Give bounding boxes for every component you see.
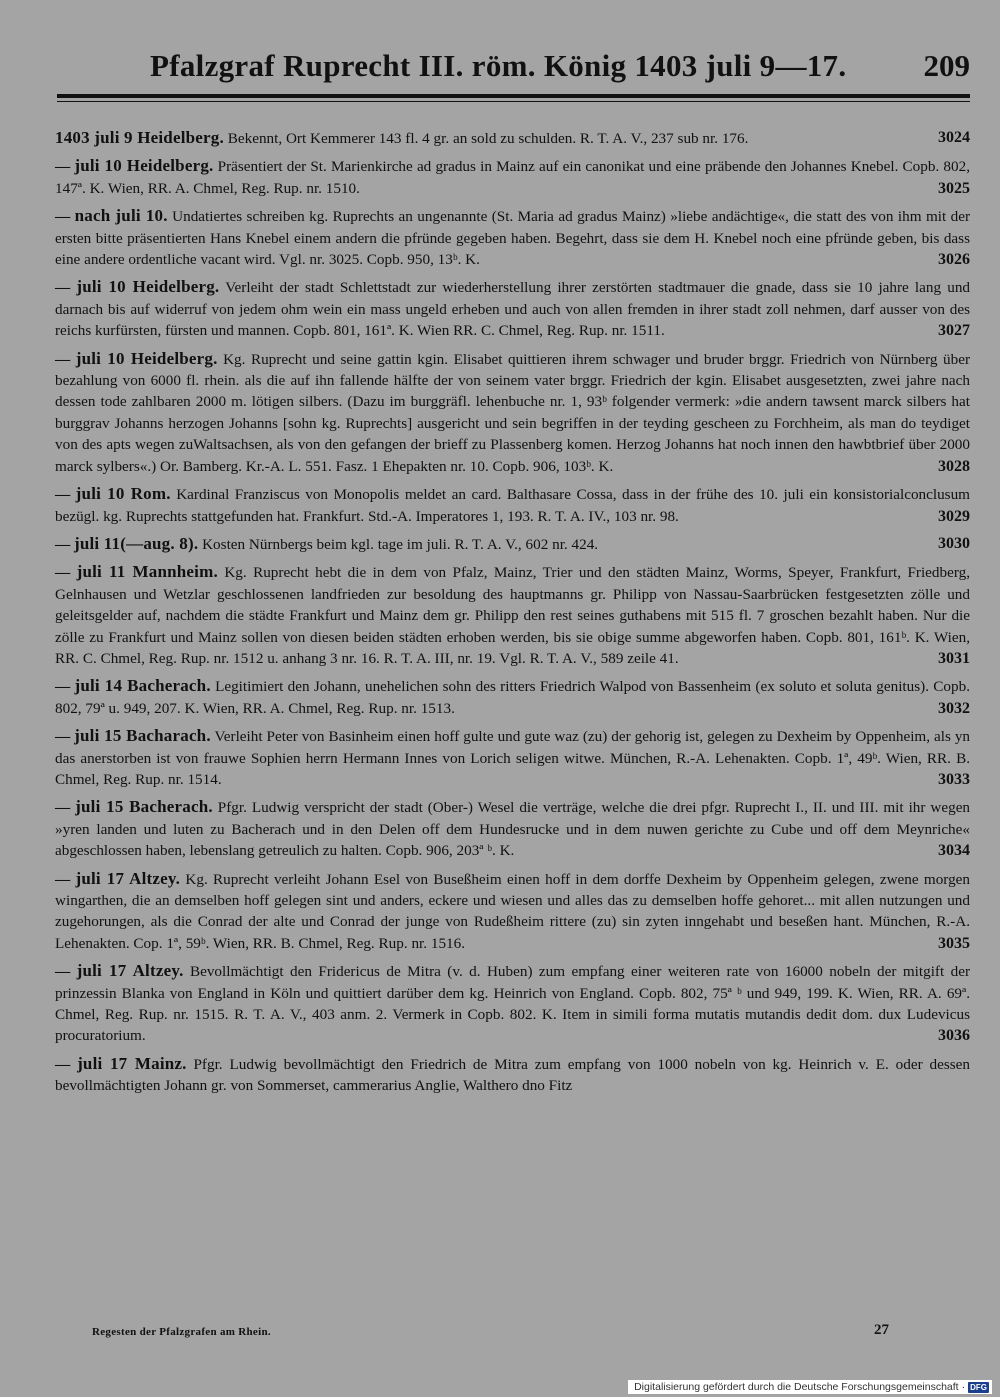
entry-date-place: juli 15 Bacherach.: [75, 797, 213, 817]
entry-date-place: juli 11(—aug. 8).: [73, 533, 199, 553]
entry-number: 3024: [938, 129, 970, 146]
credit-text: Digitalisierung gefördert durch die Deutsche Forschungsgemeinschaft: [634, 1381, 959, 1393]
regest-entry: [55, 533, 970, 555]
regest-entry: [55, 483, 970, 527]
entry-text: Verleiht der stadt Schlettstadt zur wiederherstellung ihrer zerstörten stadtmauer die gnade, dass sie 10 jahre lang und darnach bis auf widerruf von jedem ohm wein ein mass ungeld erheben und auch von allen fremden in ihrer stadt zoll nehmen, darf ausser von des reichs kurfürsten, fürsten und mannen. Copb. 801, 161ª. K. Wien RR. C. Chmel, Reg. Rup. nr. 1511.: [55, 279, 971, 340]
entry-dash: —: [55, 870, 76, 888]
entry-date-place: juli 15 Bacharach.: [74, 726, 211, 746]
entry-date-place: juli 10 Heidelberg.: [76, 277, 220, 297]
entry-date-place: juli 17 Mainz.: [77, 1053, 187, 1073]
entry-text: Bekennt, Ort Kemmerer 143 fl. 4 gr. an sold zu schulden. R. T. A. V., 237 sub nr. 176.: [227, 130, 749, 147]
regest-entry: [55, 127, 970, 149]
regesta-list: [55, 127, 970, 1097]
entry-dash: —: [55, 486, 76, 504]
entry-number: 3035: [938, 934, 970, 952]
entry-text: Kg. Ruprecht hebt die in dem von Pfalz, Mainz, Trier und den städten Mainz, Worms, Speyer, Frankfurt, Friedberg, Gelnhausen und Wetzlar geschlossenen landfrieden zur besoldung des hauptmanns gr. Philipp von Nassau-Saarbrücken festgesetzten zölle und geleitsgelder auf, nachdem die städte Frankfurt und Mainz dem gr. Philipp den rest seines guthabens mit 515 fl. 7 groschen bezahlt haben. Nur die zölle zu Frankfurt und Mainz sollen von diesen beiden städten erhoben werden, bis sie obige summe abgeworfen haben. Copb. 801, 161ᵇ. K. Wien, RR. C. Chmel, Reg. Rup. nr. 1512 u. anhang 3 nr. 16. R. T. A. III, nr. 19. Vgl. R. T. A. V., 589 zeile 41.: [55, 564, 971, 667]
entry-date-place: juli 10 Rom.: [75, 484, 171, 504]
header-rule-thin: [57, 101, 970, 102]
entry-number: 3033: [938, 770, 970, 788]
entry-date-place: 1403 juli 9 Heidelberg.: [55, 128, 224, 147]
entry-text: Legitimiert den Johann, unehelichen sohn des ritters Friedrich Walpod von Bassenheim (ex soluto et soluta genitus). Copb. 802, 79ª u. 949, 207. K. Wien, RR. A. Chmel, Reg. Rup. nr. 1513.: [55, 678, 970, 717]
entry-number: 3025: [938, 179, 970, 197]
entry-text: Kardinal Franziscus von Monopolis meldet an card. Balthasare Cossa, dass in der frühe des 10. juli ein konsistorialconclusum bezügl. kg. Ruprechts stattgefunden hat. Frankfurt. Std.-A. Imperatores 1, 193. R. T. A. IV., 103 nr. 98.: [55, 486, 970, 525]
entry-number: 3028: [938, 457, 970, 475]
entry-date-place: juli 17 Altzey.: [75, 868, 181, 888]
regest-entry: [55, 796, 970, 861]
page-header: [55, 48, 970, 88]
entry-number: 3029: [938, 507, 970, 525]
entry-date-place: juli 10 Heidelberg.: [75, 348, 218, 368]
entry-date-place: juli 11 Mannheim.: [76, 562, 218, 582]
entry-text: Kosten Nürnbergs beim kgl. tage im juli. R. T. A. V., 602 nr. 424.: [202, 535, 599, 553]
entry-number: 3027: [938, 322, 970, 340]
entry-dash: —: [55, 208, 75, 226]
entry-dash: —: [55, 158, 75, 176]
regest-entry: [55, 205, 970, 270]
entry-dash: —: [55, 1055, 78, 1073]
entry-date-place: juli 10 Heidelberg.: [74, 156, 214, 176]
credit-separator: ·: [961, 1381, 966, 1393]
entry-dash: —: [55, 279, 77, 297]
entry-number: 3026: [938, 251, 970, 269]
entry-dash: —: [55, 678, 75, 696]
entry-text: Pfgr. Ludwig bevollmächtigt den Friedrich de Mitra zum empfang von 1000 nobeln von kg. Heinrich v. E. oder dessen bevollmächtigten Johann gr. von Sommerset, cammerarius Anglie, Walthero dno Fitz: [55, 1055, 970, 1095]
running-title: Pfalzgraf Ruprecht III. röm. König 1403 juli 9—17.: [150, 48, 847, 83]
entry-number: 3030: [938, 534, 970, 552]
entry-text: Kg. Ruprecht verleiht Johann Esel von Buseßheim einen hoff in dem dorffe Dexheim by Oppenheim gelegen, zwene morgen wingarthen, die an demselben hoff gelegen sint und anders, eckere und wiesen und alles das zu demselben hoffe gehoret... mit allen nutzungen und zugehorungen, als die Conrad der alte und Conrad der junge von Rudeßheim rittere (zu) sin zyten inngehabt und beseßen hant. München, R.-A. Lehenakten. Cop. 1ª, 59ᵇ. Wien, RR. B. Chmel, Reg. Rup. nr. 1516.: [55, 870, 971, 952]
entry-text: Verleiht Peter von Basinheim einen hoff gulte und gute waz (zu) der gehorig ist, gelegen zu Dexheim by Oppenheim, als yn das anerstorben ist von frauwe Sophien herrn Hermann Innes von Lorich seligen witwe. München, R.-A. Lehenakten. Copb. 1ª, 49ᵇ. Wien, RR. B. Chmel, Reg. Rup. nr. 1514.: [55, 728, 971, 788]
regest-entry: [55, 155, 970, 199]
entry-text: Präsentiert der St. Marienkirche ad gradus in Mainz auf ein canonikat und eine präbende den Johannes Knebel. Copb. 802, 147ª. K. Wien, RR. A. Chmel, Reg. Rup. nr. 1510.: [55, 158, 971, 197]
dfg-credit: [628, 1380, 992, 1394]
entry-number: 3031: [938, 649, 970, 667]
regest-entry: [55, 675, 970, 719]
entry-dash: —: [55, 963, 77, 981]
regest-entry: [55, 276, 970, 341]
footer-series-title: Regesten der Pfalzgrafen am Rhein.: [92, 1326, 271, 1338]
entry-number: 3032: [938, 699, 970, 717]
regest-entry: [55, 725, 970, 790]
page-number: 209: [923, 48, 970, 83]
entry-date-place: juli 14 Bacherach.: [74, 676, 211, 696]
entry-number: 3034: [938, 842, 970, 860]
entry-dash: —: [55, 799, 76, 817]
header-rule-thick: [57, 94, 970, 98]
footer-signature: 27: [874, 1322, 889, 1338]
regest-entry: [55, 348, 970, 477]
entry-text: Pfgr. Ludwig verspricht der stadt (Ober-) Wesel die verträge, welche die drei pfgr. Ruprecht I., II. und III. mit ihr wegen »yren landen und luten zu Bacherach und in den Delen off dem Hundesrucke und in dem nuwen gerichte zu Cube und off dem Meynriche« abgeschlossen haben, lebenslang getreulich zu halten. Copb. 906, 203ª ᵇ. K.: [55, 799, 971, 860]
regest-entry: [55, 960, 970, 1047]
entry-date-place: nach juli 10.: [74, 206, 168, 226]
dfg-logo-icon: DFG: [970, 1382, 987, 1392]
entry-text: Kg. Ruprecht und seine gattin kgin. Elisabet quittieren ihrem schwager und bruder brggr. Friedrich von Nürnberg über bezahlung von 6000 fl. rhein. als die auf ihn fallende hälfte der von seinem vater brggr. Friedrich der kgin. Elisabet ausgesetzten, zwei jahre nach dessen tode zahlbaren 2000 m. lötigen silbers. (Dazu im burggräfl. lehenbuche nr. 1, 93ᵇ folgender vermerk: »die andern tawsent marck silbers hat burggrav Johanns herzogen Johanns [sohn kg. Ruprechts] ausgericht und sein begriffen in der teyding gescheen zu Forchheim, als man do teydiget von des apts wegen zuWaltsachsen, als von den gefangen der brieff zu Plassenberg komen. Herzog Johanns hat noch innen den hawbtbrief über 2000 marck sylbers«.) Or. Bamberg. Kr.-A. L. 551. Fasz. 1 Ehepakten nr. 10. Copb. 906, 103ᵇ. K.: [55, 350, 971, 475]
entry-text: Undatiertes schreiben kg. Ruprechts an ungenannte (St. Maria ad gradus Mainz) »liebe andächtige«, die statt des von ihm mit der ersten bitte präsentierten Hans Knebel einem andern die pfründe gegeben haben. Begehrt, dass sie dem H. Knebel noch eine pfründe geben, bis dass eine andere ordentliche vacant wird. Vgl. nr. 3025. Copb. 950, 13ᵇ. K.: [55, 208, 971, 269]
entry-dash: —: [55, 535, 74, 553]
regest-entry: [55, 1053, 970, 1097]
entry-dash: —: [55, 350, 76, 368]
entry-number: 3036: [938, 1027, 970, 1045]
entry-text: Bevollmächtigt den Fridericus de Mitra (v. d. Huben) zum empfang einer weiteren rate von 16000 nobeln der mitgift der prinzessin Blanka von England in Köln und quittiert darüber dem kg. Heinrich von England. Copb. 802, 75ª ᵇ und 949, 199. K. Wien, RR. A. 69ª. Chmel, Reg. Rup. nr. 1515. R. T. A. V., 403 anm. 2. Vermerk in Copb. 802. K. Item in simili forma mutatis mutandis dedit dom. dux Ludevicus procuratorium.: [55, 963, 970, 1045]
entry-dash: —: [55, 564, 77, 582]
entry-date-place: juli 17 Altzey.: [76, 961, 184, 981]
regest-entry: [55, 561, 970, 669]
regest-entry: [55, 868, 970, 955]
entry-dash: —: [55, 728, 75, 746]
